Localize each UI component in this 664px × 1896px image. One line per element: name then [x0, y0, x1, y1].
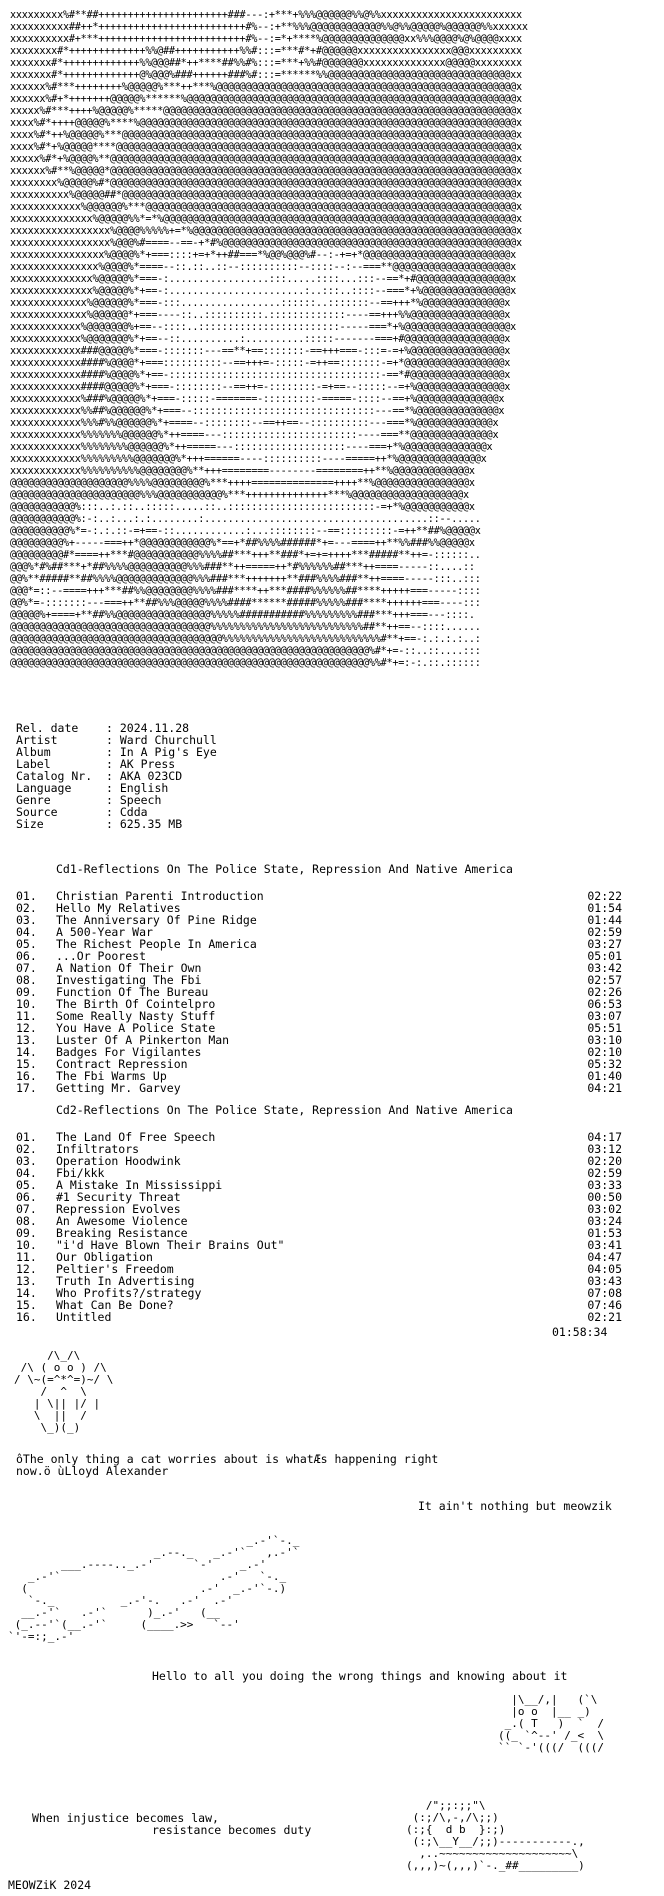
track-number: 09.	[16, 985, 37, 999]
ascii-art-line: xxxxxxxxxxxxxxxxx%@@@@%%%%%+=*%@@@@@@@@@@@@@@@@@@@@@@@@@@@@@@@@@@@@@@@@@@@@@@@@@@@@@@@x	[10, 226, 522, 237]
track-title: Truth In Advertising	[56, 1274, 195, 1288]
track-duration: 03:41	[587, 1238, 622, 1252]
ascii-art-line: xxxxxxxxxxxxx%@@@@@@%*===-:::.................::::::..:::::::--==+++*%@@@@@@@@@@@@@@x	[10, 298, 511, 309]
injustice-line-2: resistance becomes duty	[152, 1823, 312, 1837]
ascii-art-line: xxxxxxxxxxxx%@@@@@@@%+==--::::..::::::::::::::::::::::::-----===*+%@@@@@@@@@@@@@@@@@@x	[10, 322, 516, 333]
meta-value-source: : Cdda	[106, 805, 148, 819]
track-title: Christian Parenti Introduction	[56, 889, 264, 903]
ascii-art-line: xxxxxxxxxx%@@@@@##*@@@@@@@@@@@@@@@@@@@@@@@@@@@@@@@@@@@@@@@@@@@@@@@@@@@@@@@@@@@@@@@@@@@x	[10, 190, 522, 201]
ascii-art-line: xxxx%#*++%@@@@@%***@@@@@@@@@@@@@@@@@@@@@@@@@@@@@@@@@@@@@@@@@@@@@@@@@@@@@@@@@@@@@@@@@@@x	[10, 130, 522, 141]
track-title: #1 Security Threat	[56, 1190, 181, 1204]
meta-key: Size	[16, 817, 44, 831]
ascii-art-line: xxxxxxxxxxxxx%@@@@@@*+===----::..::::::::::.:::::::::::::----==+++%%@@@@@@@@@@@@@@@@x	[10, 310, 511, 321]
ascii-art-line: xxxxxxxxxx#+***+++++++++++++++++++++++++#%--:=*+****%@@@@@@@@@@@@@@xx%%%@@@@%@%@@@@xxxx	[10, 34, 522, 45]
meta-key: Album	[16, 745, 51, 759]
track-title: Our Obligation	[56, 1250, 153, 1264]
track-duration: 04:47	[587, 1250, 622, 1264]
ascii-art-line: xxxxxxxxxxxxxx%@@@@@%*===-:.................:::.....::::...:::--==*+#@@@@@@@@@@@@@@@@x	[10, 274, 516, 285]
ascii-art-line: xxxxxxxx%@@@@@%#*@@@@@@@@@@@@@@@@@@@@@@@@@@@@@@@@@@@@@@@@@@@@@@@@@@@@@@@@@@@@@@@@@@@@@x	[10, 178, 522, 189]
ascii-art-line: @@@@@@@@@@@%:::..:.::..:::::.....::..:::::::::::::::::::::::::-=+*%@@@@@@@@@@@x	[10, 502, 475, 513]
track-number: 06.	[16, 949, 37, 963]
track-number: 08.	[16, 973, 37, 987]
track-duration: 05:01	[587, 949, 622, 963]
track-number: 06.	[16, 1190, 37, 1204]
track-title: Hello My Relatives	[56, 901, 181, 915]
ascii-art-line: xxxxxxxxxxxx%%%%%%%%%@@@@@@@%*+++======----::::::::::----=====++*%@@@@@@@@@@@@@@x	[10, 454, 487, 465]
ascii-art-line: xxxxxxxxxxxx###@@@@@%*===-:::::::---==**+==:::::::-==+++===-:::=-=+%@@@@@@@@@@@@@@@@x	[10, 346, 511, 357]
track-duration: 03:43	[587, 1274, 622, 1288]
track-number: 07.	[16, 1202, 37, 1216]
ascii-art-line: xxxxxx%#***++++++++%@@@@@%***++***%@@@@@@@@@@@@@@@@@@@@@@@@@@@@@@@@@@@@@@@@@@@@@@@@@@@x	[10, 82, 522, 93]
meta-value-rel-date: : 2024.11.28	[106, 721, 190, 735]
track-title: The Fbi Warms Up	[56, 1069, 167, 1083]
meta-key: Language	[16, 781, 72, 795]
track-number: 03.	[16, 1154, 37, 1168]
track-duration: 05:51	[587, 1021, 622, 1035]
ascii-art-line: xxxxxxx#*+++++++++++++%%@@@##*++****##%%#%:::=***+%%#@@@@@@@xxxxxxxxxxxxxx@@@@@xxxxxxxx	[10, 58, 522, 69]
ascii-art-line: @@@@@@@@@@@@@@@@@@@@@@@@@@@@@@@@@@@@%%%%%%%%%%%%%%%%%%%%%%%%%%%#**+==-:.:.:.:..:	[10, 634, 481, 645]
track-number: 15.	[16, 1057, 37, 1071]
ascii-art-line: @@@%*#%##***+*##%%%%@@@@@@@@@@%%%###**++=====++*#%%%%%%##***++====-----::....::	[10, 562, 475, 573]
track-row	[16, 1311, 622, 1323]
track-number: 11.	[16, 1250, 37, 1264]
track-title: What Can Be Done?	[56, 1298, 174, 1312]
track-number: 07.	[16, 961, 37, 975]
track-title: The Birth Of Cointelpro	[56, 997, 216, 1011]
track-duration: 03:27	[587, 937, 622, 951]
track-duration: 02:57	[587, 973, 622, 987]
track-title: ...Or Poorest	[56, 949, 147, 963]
track-row	[16, 1155, 622, 1167]
track-duration: 03:42	[587, 961, 622, 975]
ascii-art-line: xxxxxxxxxxxx####%@@@@*+===::::::::::--==+++=-:::::-=++==:::::::-=+*@@@@@@@@@@@@@@@@@x	[10, 358, 511, 369]
track-number: 05.	[16, 1178, 37, 1192]
track-duration: 00:50	[587, 1190, 622, 1204]
track-title: The Richest People In America	[56, 937, 257, 951]
track-number: 16.	[16, 1310, 37, 1324]
track-duration: 04:17	[587, 1130, 622, 1144]
track-row	[16, 1082, 622, 1094]
track-number: 13.	[16, 1274, 37, 1288]
cat-ascii-art-2: _.-'`-._ _.--._ _.-'` ,.-'` ___.----.._.-' `-' _.-' _.-'` .-' `-._ ( .-' _.-'`-.) `-._ _.-'-. .-' .-' __.-'` .-'` )_.-' (__ (_.--'`(__.-'` (____.>> `--' `'-=:;_.-'	[8, 1534, 300, 1643]
meta-value-language: : English	[106, 781, 169, 795]
track-title: Infiltrators	[56, 1142, 140, 1156]
track-number: 03.	[16, 913, 37, 927]
ascii-art-line: xxxxxxxxxxxx%###%@@@@@%*+===-:::::-=======-:::::::::-=====-::::--==+%@@@@@@@@@@@@@@x	[10, 394, 505, 405]
track-title: Getting Mr. Garvey	[56, 1081, 181, 1095]
track-number: 01.	[16, 889, 37, 903]
track-duration: 02:22	[587, 889, 622, 903]
ascii-art-line: @@@@@@@@@@%*=-:.:.::-=+==-::............:...::::::::--==:::::::::-=++**##%@@@@@x	[10, 526, 481, 537]
meta-value-artist: : Ward Churchull	[106, 733, 217, 747]
track-duration: 06:53	[587, 997, 622, 1011]
track-duration: 02:21	[587, 1310, 622, 1324]
ascii-art-line: @@%**#####**##%%%%@@@@@@@@@@@@@%%%###***+++++++**###%%%%###**++====-----:::..:::	[10, 574, 481, 585]
meta-key: Source	[16, 805, 58, 819]
ascii-art-line: xxxxxx%#+*+++++++@@@@@%******%@@@@@@@@@@@@@@@@@@@@@@@@@@@@@@@@@@@@@@@@@@@@@@@@@@@@@@@@x	[10, 94, 522, 105]
ascii-art-line: @@@@@@@@@%+-----===++*@@@@@@@@@@@@%*==+*##%%%%######*+=---====++**%%###%%@@@@@x	[10, 538, 475, 549]
ascii-art-line: xxxxxxxxxxxxxx%@@@@@%%*=*%@@@@@@@@@@@@@@@@@@@@@@@@@@@@@@@@@@@@@@@@@@@@@@@@@@@@@@@@@@@@x	[10, 214, 522, 225]
track-title: Untitled	[56, 1310, 112, 1324]
ascii-art-line: xxxxx%#*+%@@@@%**@@@@@@@@@@@@@@@@@@@@@@@@@@@@@@@@@@@@@@@@@@@@@@@@@@@@@@@@@@@@@@@@@@@@@x	[10, 154, 522, 165]
track-duration: 02:20	[587, 1154, 622, 1168]
track-duration: 07:08	[587, 1286, 622, 1300]
ascii-art-line: xxxxxxxxxxxx%%%#%%@@@@@@%*+====--::::::::--==++==--::::::::::---===*%@@@@@@@@@@@@@x	[10, 418, 499, 429]
ascii-art-line: @@@@@@@@@@@@@@@@@@@@@@@@@@@@@@@@@@%%%%%%%%%%%%%%%%%%%%%%%%%%##**++==--::::......	[10, 622, 481, 633]
track-duration: 03:24	[587, 1214, 622, 1228]
ascii-art-line: xxxxxxxxxxxxxx%@@@@@%*+==-:.......................:..:::..::::--===*+%@@@@@@@@@@@@@@@x	[10, 286, 516, 297]
track-title: The Anniversary Of Pine Ridge	[56, 913, 257, 927]
ascii-art-line: @@@*=::--====+++***##%%@@@@@@@@%%%%###****++***####%%%%%%##****+++++===-----::::	[10, 586, 481, 597]
track-title: "i'd Have Blown Their Brains Out"	[56, 1238, 285, 1252]
ascii-art-line: @@@@@@@@@#*====++***#@@@@@@@@@@@%%%%##***+++**###*+=+=++++***#####**++=-::::::..	[10, 550, 481, 561]
meta-value-album: : In A Pig's Eye	[106, 745, 217, 759]
track-duration: 03:10	[587, 1033, 622, 1047]
disc1-tracklist	[16, 890, 622, 1094]
track-duration: 02:10	[587, 1045, 622, 1059]
track-title: Badges For Vigilantes	[56, 1045, 202, 1059]
track-title: Peltier's Freedom	[56, 1262, 174, 1276]
track-title: Breaking Resistance	[56, 1226, 188, 1240]
track-duration: 03:12	[587, 1142, 622, 1156]
meta-value-size: : 625.35 MB	[106, 817, 183, 831]
track-number: 16.	[16, 1069, 37, 1083]
cat-ascii-art-1: /\_/\ /\ ( o o ) /\ / \~(=^*^=)~/ \ / ^ \ | \|| |/ | \ || / \_)(_)	[14, 1349, 114, 1434]
ascii-art-line: xxxxxxxxxxxx####@@@@@%*+===-::::::::--==++=-::::::::-=+==--:::::--=+%@@@@@@@@@@@@@@@x	[10, 382, 511, 393]
meowzik-tagline: It ain't nothing but meowzik	[418, 1499, 612, 1513]
ascii-art-line: @@@@@@@@@@@%:-:..:...:.:........:......................................::--.....	[10, 514, 481, 525]
signature: MEOWZiK 2024	[8, 1878, 92, 1892]
track-number: 04.	[16, 925, 37, 939]
track-number: 10.	[16, 997, 37, 1011]
disc2-tracklist	[16, 1131, 622, 1323]
track-title: You Have A Police State	[56, 1021, 216, 1035]
track-title: A Mistake In Mississippi	[56, 1178, 223, 1192]
ascii-art-line: xxxxxxxxxxxx%%%%%%%%%%@@@@@@@@%**+++========--------========++**%@@@@@@@@@@@@@x	[10, 466, 475, 477]
ascii-art-line: @@@@@@@@@@@@@@@@@@@@@@@@@@@@@@@@@@@@@@@@@@@@@@@@@@@@@@@@@@@@@%%#*+=:-:.::.::::::	[10, 658, 481, 669]
track-number: 01.	[16, 1130, 37, 1144]
track-duration: 01:40	[587, 1069, 622, 1083]
ascii-art-line: @@@@@@@@@@@@@@@@@@@@@@%%%@@@@@@@@@@@%***++++++++++++++***%@@@@@@@@@@@@@@@@@@@x	[10, 490, 469, 501]
ascii-art-line: xxxxxxxxxxxx%@@@@@@%***@@@@@@@@@@@@@@@@@@@@@@@@@@@@@@@@@@@@@@@@@@@@@@@@@@@@@@@@@@@@@@@x	[10, 202, 522, 213]
track-number: 17.	[16, 1081, 37, 1095]
ascii-art-line: xxxxxxxxxxxx####%@@@@%*+==-::::::::::::::::::::::::::::::::::::-==*#@@@@@@@@@@@@@@@@x	[10, 370, 511, 381]
injustice-line-1: When injustice becomes law,	[32, 1811, 219, 1825]
track-number: 15.	[16, 1298, 37, 1312]
track-number: 12.	[16, 1262, 37, 1276]
cat-ascii-art-4: /";;:;;"\ (:;/\,-,/\;;) (:;{ d b }:;) (:;\__Y__/;;)-----------., ,..~~~~~~~~~~~~~~~~~~~~\ (,,,)~(,,,)`-._##_________)	[406, 1799, 585, 1872]
hello-line: Hello to all you doing the wrong things and knowing about it	[152, 1669, 568, 1683]
track-title: Investigating The Fbi	[56, 973, 202, 987]
ascii-art-line: xxxxx%#***++++%@@@@@%*****@@@@@@@@@@@@@@@@@@@@@@@@@@@@@@@@@@@@@@@@@@@@@@@@@@@@@@@@@@@@x	[10, 106, 522, 117]
track-title: A Nation Of Their Own	[56, 961, 202, 975]
meta-value-catalog: : AKA 023CD	[106, 769, 183, 783]
cat-ascii-art-3: |\__/,| (`\ |o o |__ _) _.( T ) ` / ((_ `^--' /_< \ `` `-'(((/ (((/	[498, 1693, 604, 1754]
track-title: Contract Repression	[56, 1057, 188, 1071]
track-title: Fbi/kkk	[56, 1166, 105, 1180]
total-time: 01:58:34	[552, 1325, 608, 1339]
track-title: Operation Hoodwink	[56, 1154, 181, 1168]
track-number: 12.	[16, 1021, 37, 1035]
disc2-title: Cd2-Reflections On The Police State, Repression And Native America	[56, 1103, 513, 1117]
track-duration: 02:59	[587, 925, 622, 939]
ascii-art-line: xxxxxxxxxxxx%%%%%%%%@@@@@@%*++=====---:::::::::::::::::::----===+*%@@@@@@@@@@@@@@x	[10, 442, 493, 453]
ascii-art-line: @@@@@@@@@@@@@@@@@@@@@@@@@@@@@@@@@@@@@@@@@@@@@@@@@@@@@@@@@@@@@%#*+=-::..::....:::	[10, 646, 481, 657]
meta-value-label: : AK Press	[106, 757, 176, 771]
disc1-title: Cd1-Reflections On The Police State, Repression And Native America	[56, 862, 513, 876]
release-info	[16, 722, 217, 830]
ascii-art-line: @@%*=-:::::::---===++**##%%%@@@@@%%%%####******#####%%%%%###****++++++===----:::	[10, 598, 481, 609]
track-number: 09.	[16, 1226, 37, 1240]
ascii-art-line: xxxxxxxx#*+++++++++++++%%@##+++++++++++%%#:::=***#*+#@@@@@@xxxxxxxxxxxxxxxx@@@xxxxxxxxx	[10, 46, 522, 57]
track-duration: 03:02	[587, 1202, 622, 1216]
track-title: Luster Of A Pinkerton Man	[56, 1033, 230, 1047]
track-duration: 03:33	[587, 1178, 622, 1192]
ascii-art-line: xxxxxxxxxxxxxxxx%@@@@%*+===::::+=+*++##===*%@@%@@@%#--:-+=+*@@@@@@@@@@@@@@@@@@@@@@@@@x	[10, 250, 516, 261]
track-title: A 500-Year War	[56, 925, 153, 939]
track-number: 05.	[16, 937, 37, 951]
ascii-art-line: xxxxxxxxxxxx%@@@@@@@%*+==--::..........:..........:::::-------===+#@@@@@@@@@@@@@@@@@x	[10, 334, 511, 345]
ascii-art-line: xxxxxxxxxxxx%%%%%%%@@@@@@%*++====---:::::::::::::::::::::::----===**@@@@@@@@@@@@@@x	[10, 430, 499, 441]
track-duration: 04:05	[587, 1262, 622, 1276]
track-duration: 01:54	[587, 901, 622, 915]
track-title: Repression Evolves	[56, 1202, 181, 1216]
meta-value-genre: : Speech	[106, 793, 162, 807]
ascii-art-line: xxxx%#*+%@@@@@****@@@@@@@@@@@@@@@@@@@@@@@@@@@@@@@@@@@@@@@@@@@@@@@@@@@@@@@@@@@@@@@@@@@@x	[10, 142, 522, 153]
track-title: Who Profits?/strategy	[56, 1286, 202, 1300]
ascii-art-line: xxxxxxx#*+++++++++++++@%@@@%###++++++###%#:::=******%%@@@@@@@@@@@@@@@@@@@@@@@@@@@@@@@xx	[10, 70, 522, 81]
meta-key: Catalog Nr.	[16, 769, 93, 783]
ascii-art-line: xxxxxxxxxxxxxxxxx%@@@%#====--==-+*#%@@@@@@@@@@@@@@@@@@@@@@@@@@@@@@@@@@@@@@@@@@@@@@@@@@x	[10, 238, 522, 249]
meta-key: Artist	[16, 733, 58, 747]
track-duration: 02:26	[587, 985, 622, 999]
track-number: 08.	[16, 1214, 37, 1228]
ascii-art-line: xxxxxxxxxxxxxxx%@@@@%*====--::.::..::--::::::::::--::::--:--===**@@@@@@@@@@@@@@@@@@@@x	[10, 262, 516, 273]
track-number: 14.	[16, 1286, 37, 1300]
ascii-art-lines	[10, 10, 654, 670]
ascii-art-cover	[10, 10, 654, 700]
ascii-art-line: xxxx%#*++++@@@@@%****%@@@@@@@@@@@@@@@@@@@@@@@@@@@@@@@@@@@@@@@@@@@@@@@@@@@@@@@@@@@@@@@@x	[10, 118, 522, 129]
track-number: 02.	[16, 1142, 37, 1156]
meta-key: Rel. date	[16, 721, 79, 735]
track-number: 02.	[16, 901, 37, 915]
track-duration: 02:59	[587, 1166, 622, 1180]
track-title: Function Of The Bureau	[56, 985, 209, 999]
track-number: 04.	[16, 1166, 37, 1180]
cat-quote: ôThe only thing a cat worries about is whatÆs happening right now.ö ùLloyd Alexander	[16, 1452, 439, 1478]
track-number: 14.	[16, 1045, 37, 1059]
track-duration: 04:21	[587, 1081, 622, 1095]
track-title: Some Really Nasty Stuff	[56, 1009, 216, 1023]
track-title: An Awesome Violence	[56, 1214, 188, 1228]
ascii-art-line: @@@@@%+====+**##%%@@@@@@@@@@@@@@@@%%%%%###########%%%%%%%%%###***+++===---::::.	[10, 610, 475, 621]
track-duration: 07:46	[587, 1298, 622, 1312]
ascii-art-line: xxxxxxxxx%#**##++++++++++++++++++++++###---:+***+%%%@@@@@@%%@%%xxxxxxxxxxxxxxxxxxxxxxxx	[10, 10, 522, 21]
meta-row	[16, 818, 217, 830]
track-number: 13.	[16, 1033, 37, 1047]
track-duration: 05:32	[587, 1057, 622, 1071]
track-duration: 01:53	[587, 1226, 622, 1240]
track-duration: 03:07	[587, 1009, 622, 1023]
meta-key: Label	[16, 757, 51, 771]
track-number: 11.	[16, 1009, 37, 1023]
ascii-art-line: @@@@@@@@@@@@@@@@@@@@%%%%@@@@@@@@@%***++++==============++++**%@@@@@@@@@@@@@@@@x	[10, 478, 475, 489]
ascii-art-line: xxxxxxxxxxxx%%##%@@@@@@%*+===--:::::::::::::::::::::::::::::::---==*%@@@@@@@@@@@@@@x	[10, 406, 505, 417]
ascii-art-line: xxxxxx%#**%@@@@@*@@@@@@@@@@@@@@@@@@@@@@@@@@@@@@@@@@@@@@@@@@@@@@@@@@@@@@@@@@@@@@@@@@@@@x	[10, 166, 522, 177]
meta-key: Genre	[16, 793, 51, 807]
track-duration: 01:44	[587, 913, 622, 927]
track-number: 10.	[16, 1238, 37, 1252]
track-title: The Land Of Free Speech	[56, 1130, 216, 1144]
ascii-art-line: xxxxxxxxxx##++*+++++++++++++++++++++++++#%--:+**%%%@@@@@@@@@@@@%%@%%@@@@@%@@@@@@%%xxxxxx	[10, 22, 528, 33]
